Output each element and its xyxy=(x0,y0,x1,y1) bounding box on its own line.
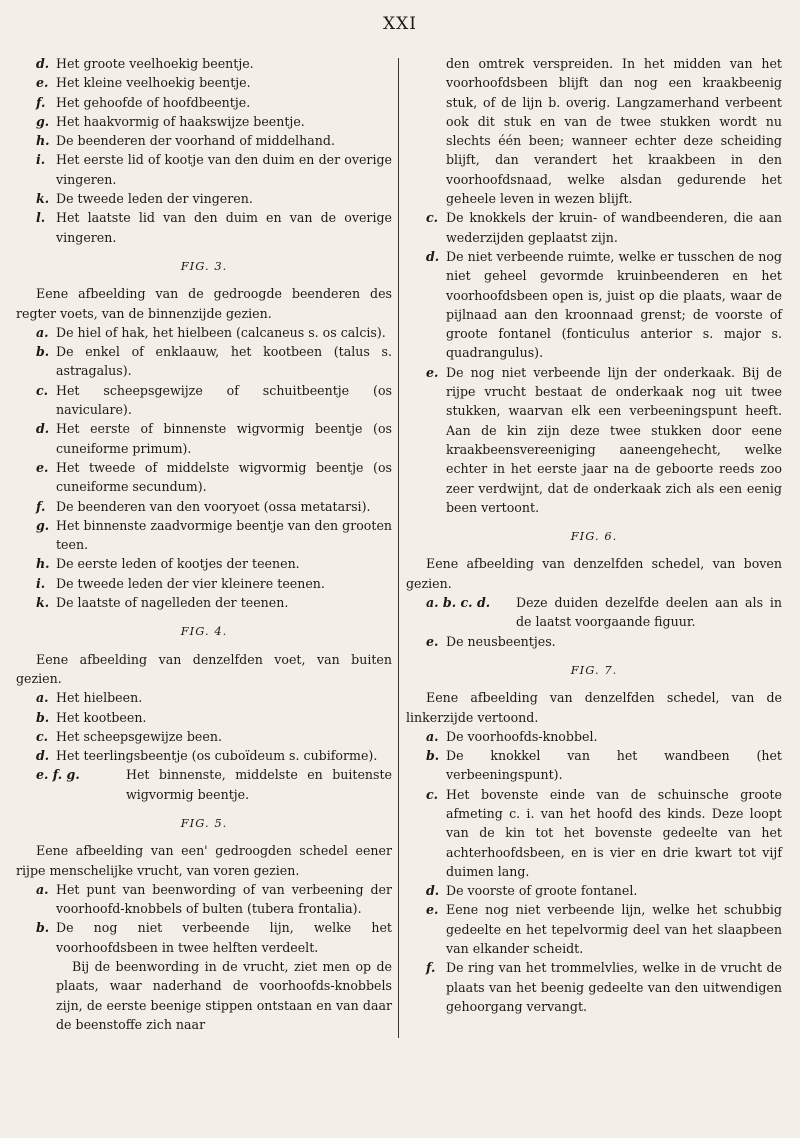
list-item xyxy=(16,554,392,573)
item-text: De niet verbeende ruimte, welke er tusschen de nog niet geheel gevormde kruinbeenderen en het voorhoofdsbeen open is, juist op die plaats, waar de pijlnaad aan den kroonnaad grenst; de voorste of groote fontanel (fonticulus anterior s. major s. quadrangulus). xyxy=(446,248,782,361)
item-text: De nog niet verbeende lijn der onderkaak. Bij de rijpe vrucht bestaat de onderkaak nog uit twee stukken, waarvan elk een verbeeningspunt heeft. Aan de kin zijn deze twee stukken door eene kraakbeensvereeniging aaneengehecht, welke echter in het eerste jaar na de geboorte reeds zoo zeer verdwijnt, dat de onderkaak zich als een eenig been vertoont. xyxy=(446,364,782,515)
item-text: Het binnenste zaadvormige beentje van den grooten teen. xyxy=(56,517,393,553)
list-item xyxy=(16,688,392,707)
item-text: Het hielbeen. xyxy=(56,690,143,706)
list-item xyxy=(16,458,392,497)
item-text: Het haakvormig of haakswijze beentje. xyxy=(56,113,305,129)
item-label: l. xyxy=(36,210,46,226)
item-text: De beenderen der voorhand of middelhand. xyxy=(56,133,335,149)
figure-heading: FIG. 7. xyxy=(570,662,618,677)
list-item xyxy=(16,419,392,458)
list-item xyxy=(16,880,392,919)
item-text: Het scheepsgewijze been. xyxy=(56,728,222,744)
list-item xyxy=(16,765,392,804)
list-item xyxy=(406,785,782,881)
figure-3-list xyxy=(16,323,392,612)
item-text: De tweede leden der vier kleinere teenen. xyxy=(56,575,325,591)
item-label: h. xyxy=(36,133,50,149)
list-item xyxy=(406,881,782,900)
item-label: a. xyxy=(426,728,439,744)
item-text: De eerste leden of kootjes der teenen. xyxy=(56,556,300,572)
list-item xyxy=(16,708,392,727)
item-text: De beenderen van den vooryoet (ossa metatarsi). xyxy=(56,498,371,514)
figure-intro: Eene afbeelding van een' gedroogden schedel eener rijpe menschelijke vrucht, van voren gezien. xyxy=(16,843,392,878)
item-label: g. xyxy=(36,517,50,533)
list-item xyxy=(406,958,782,1016)
item-label: d. xyxy=(36,56,50,71)
figure-heading: FIG. 3. xyxy=(180,258,228,273)
item-text: De knokkels der kruin- of wandbeenderen, die aan wederzijden geplaatst zijn. xyxy=(446,210,782,245)
item-text: De nog niet verbeende lijn, welke het voorhoofdsbeen in twee helften verdeelt. xyxy=(56,920,392,955)
item-text: Het punt van beenwording of van verbeening der voorhoofd-knobbels of bulten (tubera frontalia). xyxy=(56,881,392,917)
item-text: Het binnenste, middelste en buitenste wigvormig beentje. xyxy=(126,767,392,802)
item-text: De knokkel van het wandbeen (het verbeeningspunt). xyxy=(446,748,782,783)
item-text: De enkel of enklaauw, het kootbeen (talus s. astragalus). xyxy=(56,344,392,379)
list-item xyxy=(16,342,392,381)
figure-intro: Eene afbeelding van denzelfden schedel, van de linkerzijde vertoond. xyxy=(406,690,782,725)
item-label: f. xyxy=(36,498,46,514)
item-label: d. xyxy=(426,883,440,899)
item-label: d. xyxy=(36,748,50,764)
column-divider xyxy=(398,58,399,1038)
item-label: g. xyxy=(36,113,50,129)
item-label: c. xyxy=(36,382,49,398)
item-text: De voorste of groote fontanel. xyxy=(446,883,638,899)
figure-heading: FIG. 5. xyxy=(180,815,228,830)
item-label: d. xyxy=(36,421,50,437)
list-item xyxy=(16,516,392,555)
item-label: e. xyxy=(426,364,439,380)
right-column xyxy=(406,54,782,1016)
figure-intro: Eene afbeelding van denzelfden voet, van buiten gezien. xyxy=(16,651,392,686)
continuation-paragraph: Bij de beenwording in de vrucht, ziet men op de plaats, waar naderhand de voorhoofds-knobbels zijn, de eerste beenige stippen ontstaan en van daar de beenstoffe zich naar xyxy=(56,959,392,1032)
item-text: De hiel of hak, het hielbeen (calcaneus s. os calcis). xyxy=(56,324,386,340)
item-label: e. xyxy=(36,75,49,91)
list-item xyxy=(406,727,782,746)
list-item xyxy=(16,54,392,73)
item-label: e. xyxy=(36,459,49,475)
item-label: c. xyxy=(36,728,49,744)
item-text: De ring van het trommelvlies, welke in de vrucht de plaats van het beenig gedeelte van den uitwendigen gehoorgang vervangt. xyxy=(446,960,782,1014)
item-label: h. xyxy=(36,556,50,572)
list-item xyxy=(406,900,782,958)
list-item xyxy=(16,497,392,516)
item-label: a. b. c. d. xyxy=(426,595,491,611)
list-item xyxy=(16,593,392,612)
item-label: b. xyxy=(36,709,50,725)
list-item xyxy=(406,247,782,363)
item-label: e. xyxy=(426,902,439,918)
figure-5-list xyxy=(16,880,392,957)
list-item xyxy=(16,381,392,420)
figure-intro: Eene afbeelding van denzelfden schedel, van boven gezien. xyxy=(406,556,782,591)
list-item xyxy=(16,208,392,247)
continuation-paragraph: den omtrek verspreiden. In het midden van het voorhoofdsbeen blijft dan nog een kraakbeenig stuk, of de lijn b. overig. Langzamerhand verbeent ook dit stuk en van de twee stukken wordt nu slechts één been; wanneer echter deze scheiding blijft, dan verandert het kraakbeen in den voorhoofdsnaad, welke alsdan gedurende het geheele leven in wezen blijft. xyxy=(446,56,782,207)
right-list xyxy=(406,208,782,517)
item-text: Deze duiden dezelfde deelen aan als in de laatst voorgaande figuur. xyxy=(516,595,782,630)
item-label: k. xyxy=(36,191,50,207)
page-number: XXI xyxy=(383,14,417,34)
item-text: Eene nog niet verbeende lijn, welke het schubbig gedeelte en het tepelvormig deel van het slaapbeen van elkander scheidt. xyxy=(446,902,782,957)
item-text: Het kleine veelhoekig beentje. xyxy=(56,75,251,91)
figure-heading: FIG. 6. xyxy=(570,529,618,544)
item-text: De laatste of nagelleden der teenen. xyxy=(56,595,289,611)
figure-heading: FIG. 4. xyxy=(180,624,228,639)
item-label: d. xyxy=(426,248,440,264)
item-label: i. xyxy=(36,575,46,591)
figure-intro: Eene afbeelding van de gedroogde beenderen des regter voets, van de binnenzijde gezien. xyxy=(16,286,392,321)
item-label: e. f. g. xyxy=(36,767,80,783)
list-item xyxy=(16,727,392,746)
item-text: De tweede leden der vingeren. xyxy=(56,191,253,207)
list-item xyxy=(16,150,392,189)
list-item xyxy=(406,746,782,785)
item-label: e. xyxy=(426,633,439,649)
item-text: Het eerste of binnenste wigvormig beentje (os cuneiforme primum). xyxy=(56,421,392,456)
item-label: i. xyxy=(36,152,46,168)
list-item xyxy=(16,323,392,342)
item-label: b. xyxy=(36,920,50,936)
item-text: Het tweede of middelste wigvormig beentje (os cuneiforme secundum). xyxy=(56,459,392,495)
item-text: Het scheepsgewijze of schuitbeentje (os naviculare). xyxy=(56,382,392,418)
list-item xyxy=(406,208,782,247)
item-label: b. xyxy=(426,748,440,764)
item-label: k. xyxy=(36,595,50,611)
item-text: Het bovenste einde van de schuinsche groote afmeting c. i. van het hoofd des kinds. Deze loopt van de kin tot het bovenste gedeelte van het achterhoofdsbeen, en is vier en drie kwart tot vijf duimen lang. xyxy=(446,786,782,879)
item-text: Het teerlingsbeentje (os cuboïdeum s. cubiforme). xyxy=(56,748,378,764)
list-item xyxy=(16,746,392,765)
item-text: Het kootbeen. xyxy=(56,709,147,725)
list-top xyxy=(16,54,392,247)
figure-6-list xyxy=(406,593,782,651)
list-item xyxy=(16,131,392,150)
list-item xyxy=(406,363,782,517)
figure-7-list xyxy=(406,727,782,1016)
item-text: Het eerste lid of kootje van den duim en der overige vingeren. xyxy=(56,152,392,187)
item-label: a. xyxy=(36,690,49,706)
left-column xyxy=(16,54,392,1034)
item-text: Het gehoofde of hoofdbeentje. xyxy=(56,94,251,110)
item-label: b. xyxy=(36,344,50,360)
item-text: Het laatste lid van den duim en van de overige vingeren. xyxy=(56,210,392,245)
list-item xyxy=(406,593,782,632)
item-label: f. xyxy=(426,960,436,976)
item-label: f. xyxy=(36,94,46,110)
figure-4-list xyxy=(16,688,392,804)
item-text: De neusbeentjes. xyxy=(446,633,556,649)
list-item xyxy=(16,73,392,92)
item-text: Het groote veelhoekig beentje. xyxy=(56,56,254,71)
item-label: c. xyxy=(426,786,439,802)
list-item xyxy=(16,574,392,593)
item-label: a. xyxy=(36,881,49,897)
list-item xyxy=(16,93,392,112)
list-item xyxy=(406,632,782,651)
list-item xyxy=(16,189,392,208)
item-text: De voorhoofds-knobbel. xyxy=(446,728,598,744)
item-label: a. xyxy=(36,324,49,340)
list-item xyxy=(16,112,392,131)
item-label: c. xyxy=(426,210,439,226)
list-item xyxy=(16,918,392,957)
